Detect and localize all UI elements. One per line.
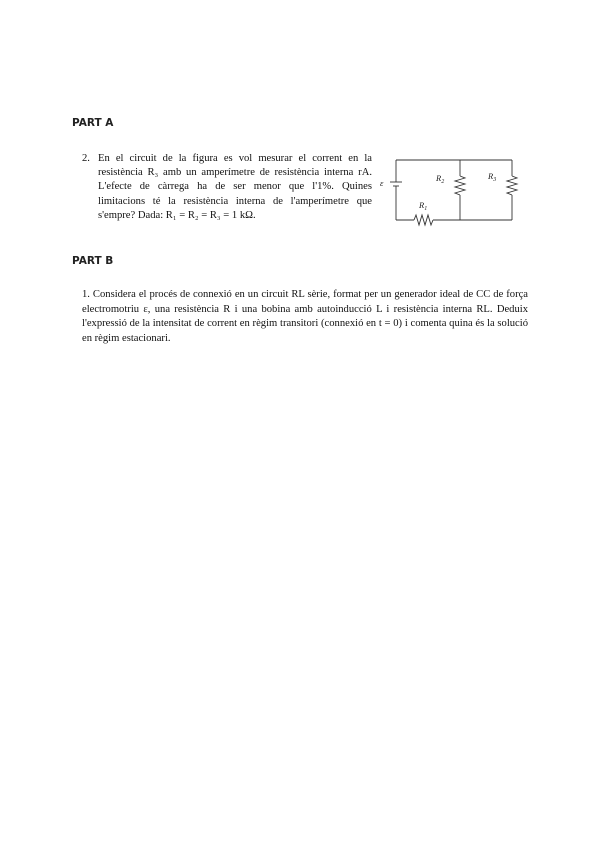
source-label: ε: [380, 178, 384, 188]
resistor-r3: [507, 176, 517, 195]
question-2-text: En el circuit de la figura es vol mesurar el corrent en la resistència R₃ amb un amperímetre de resistència interna rA. L'efecte de càrrega ha de ser menor que l'1%. Quines limitacions té la resistència interna de l'amperímetre que s'empre? Dada: R₁ = R₂ = R₃ = 1 kΩ.: [98, 153, 372, 221]
question-number: 2.: [82, 153, 90, 164]
resistor-r2: [455, 176, 465, 195]
r2-label: $R_2$: [436, 173, 445, 185]
question-1-text: 1. Considera el procés de connexió en un circuit RL sèrie, format per un generador ideal de CC de força electromotriu ε, una resistència R i una bobina amb autoinducció L i resistència interna RL. Deduix l'expressió de la intensitat de corrent en règim transitori (connexió en t = 0) i comenta quina és la solució en règim estacionari.: [82, 289, 528, 344]
circuit-diagram: [376, 152, 522, 234]
part-b-heading: PART B: [72, 255, 114, 267]
question-2: [82, 152, 372, 223]
r1-label: $R_1$: [419, 200, 428, 212]
resistor-r1: [414, 215, 433, 225]
part-a-heading: PART A: [72, 117, 114, 129]
r3-label: $R_3$: [488, 171, 497, 183]
